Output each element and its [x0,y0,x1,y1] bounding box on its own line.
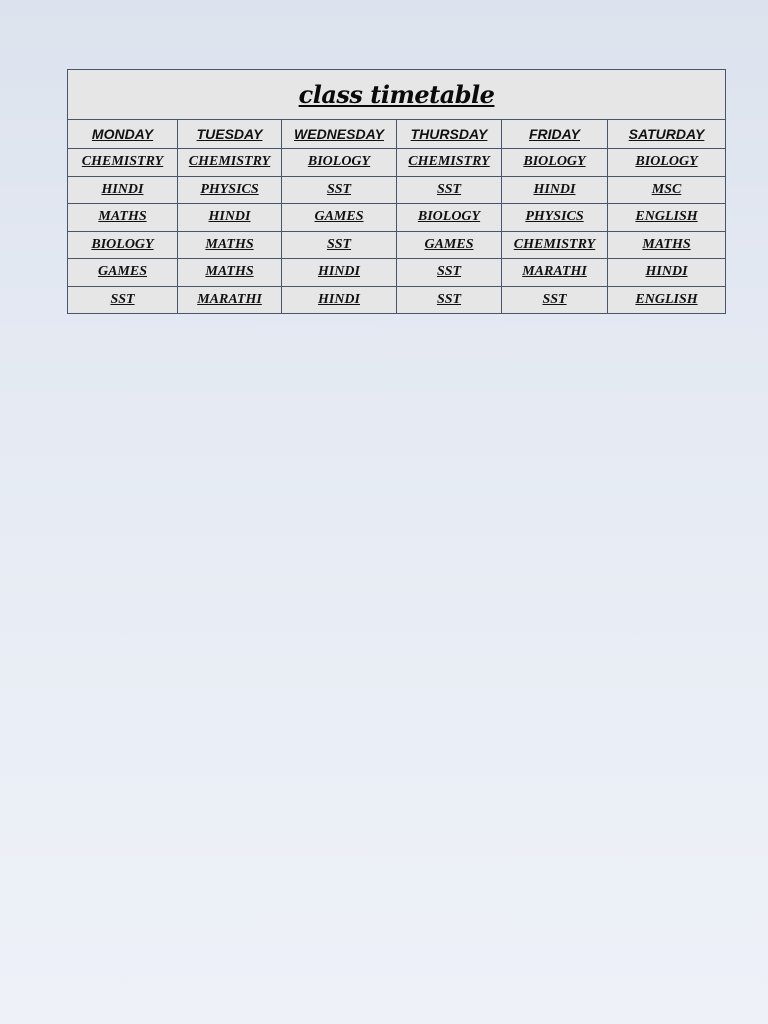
subject-cell: MSC [608,176,726,204]
subject-cell: SST [68,286,178,314]
title-row [68,70,726,120]
subject-cell: BIOLOGY [502,149,608,177]
subject-cell: SST [502,286,608,314]
period-row-1 [68,149,726,177]
subject-cell: BIOLOGY [68,231,178,259]
day-header-saturday: SATURDAY [608,120,726,149]
day-header-tuesday: TUESDAY [178,120,282,149]
subject-cell: GAMES [68,259,178,287]
subject-cell: MATHS [178,231,282,259]
day-header-monday: MONDAY [68,120,178,149]
subject-cell: HINDI [608,259,726,287]
subject-cell: HINDI [68,176,178,204]
subject-cell: CHEMISTRY [68,149,178,177]
subject-cell: PHYSICS [502,204,608,232]
subject-cell: BIOLOGY [282,149,397,177]
period-row-4 [68,231,726,259]
subject-cell: MARATHI [178,286,282,314]
subject-cell: BIOLOGY [608,149,726,177]
subject-cell: MATHS [68,204,178,232]
subject-cell: HINDI [282,259,397,287]
class-timetable [67,69,726,314]
subject-cell: MATHS [178,259,282,287]
subject-cell: SST [282,176,397,204]
subject-cell: CHEMISTRY [502,231,608,259]
subject-cell: HINDI [178,204,282,232]
subject-cell: CHEMISTRY [397,149,502,177]
subject-cell: GAMES [282,204,397,232]
title-cell [68,70,726,120]
day-header-friday: FRIDAY [502,120,608,149]
period-row-5 [68,259,726,287]
subject-cell: ENGLISH [608,286,726,314]
period-row-3 [68,204,726,232]
day-header-row [68,120,726,149]
period-row-6 [68,286,726,314]
subject-cell: BIOLOGY [397,204,502,232]
subject-cell: PHYSICS [178,176,282,204]
subject-cell: SST [282,231,397,259]
day-header-wednesday: WEDNESDAY [282,120,397,149]
subject-cell: ENGLISH [608,204,726,232]
subject-cell: HINDI [282,286,397,314]
day-header-thursday: THURSDAY [397,120,502,149]
subject-cell: MARATHI [502,259,608,287]
subject-cell: MATHS [608,231,726,259]
subject-cell: GAMES [397,231,502,259]
subject-cell: SST [397,176,502,204]
subject-cell: CHEMISTRY [178,149,282,177]
period-row-2 [68,176,726,204]
subject-cell: SST [397,259,502,287]
timetable-title: class timetable [298,80,495,109]
subject-cell: HINDI [502,176,608,204]
subject-cell: SST [397,286,502,314]
